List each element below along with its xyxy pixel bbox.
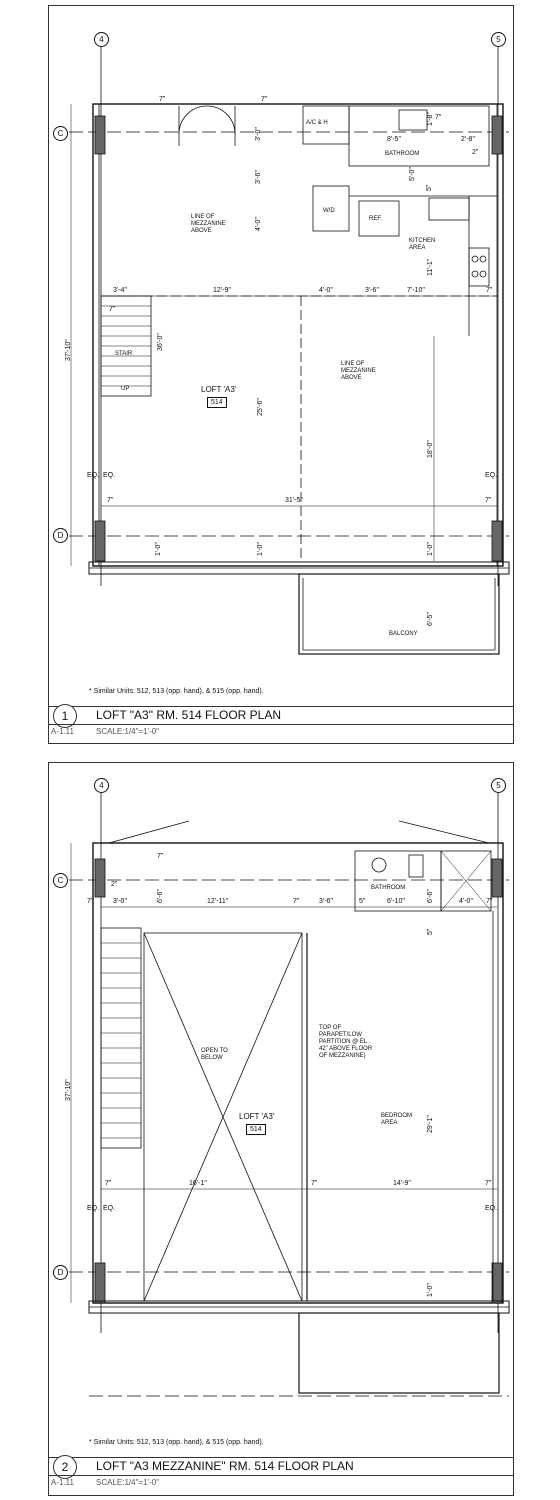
dim: 7" xyxy=(87,898,94,905)
dim: 29'-1" xyxy=(427,1115,434,1133)
drawing-scale: SCALE:1/4"=1'-0" xyxy=(96,727,160,736)
dim: 6'-10" xyxy=(387,898,405,905)
column xyxy=(95,116,105,154)
column xyxy=(95,521,105,561)
wd-label: W/D xyxy=(323,208,335,214)
grid-bubble-c: C xyxy=(53,873,68,888)
drawing-title: LOFT "A3 MEZZANINE" RM. 514 FLOOR PLAN xyxy=(96,1459,354,1473)
drawing-scale: SCALE:1/4"=1'-0" xyxy=(96,1478,160,1487)
toilet xyxy=(399,110,427,130)
floor-plan-sheet-2 xyxy=(48,762,514,1496)
dim: 3'-0" xyxy=(113,898,127,905)
stair-label: STAIR xyxy=(115,351,133,357)
balcony-label: BALCONY xyxy=(389,631,418,637)
similar-units-note: * Similar Units: 512, 513 (opp. hand), & 515 (opp. hand). xyxy=(89,1439,264,1446)
floor-plan-sheet-1 xyxy=(48,5,514,744)
dim: 6'-6" xyxy=(157,889,164,903)
up-label: UP xyxy=(121,386,130,392)
dim: 8'-5" xyxy=(387,136,401,143)
dim: 5" xyxy=(359,898,366,905)
dim: 3'-6" xyxy=(255,170,262,184)
grid-bubble-c: C xyxy=(53,126,68,141)
dim: 16'-1" xyxy=(189,1180,207,1187)
dim: 31'-5" xyxy=(285,497,303,504)
dim: 7'-10" xyxy=(407,287,425,294)
balcony-outline xyxy=(299,1313,499,1393)
dim: 6'-6" xyxy=(427,889,434,903)
cooktop xyxy=(469,248,489,286)
dim: 7" xyxy=(105,1180,112,1187)
dim: 3'-6" xyxy=(319,898,333,905)
grid-bubble-5: 5 xyxy=(491,32,506,47)
dim: EQ. xyxy=(485,1205,498,1212)
roof-line xyxy=(399,821,489,843)
dim: 7" xyxy=(109,306,116,313)
dim: 7" xyxy=(485,1180,492,1187)
dim: 4'-0" xyxy=(319,287,333,294)
roof-line xyxy=(109,821,189,843)
sink xyxy=(429,198,469,220)
dim: 1'-8" xyxy=(427,112,434,126)
title-bar xyxy=(49,706,513,724)
scale-bar xyxy=(49,1475,513,1489)
open-to-below-label: OPEN TO BELOW xyxy=(201,1048,228,1061)
dim: 36'-0" xyxy=(157,333,164,351)
dim: EQ. xyxy=(103,1205,116,1212)
dim: 14'-9" xyxy=(393,1180,411,1187)
dim: 7" xyxy=(107,497,114,504)
drawing-number: 2 xyxy=(53,1455,77,1479)
floor-plan-drawing xyxy=(49,6,513,743)
burner xyxy=(480,271,486,277)
dim: 37'-10" xyxy=(65,1079,72,1101)
column xyxy=(95,859,105,897)
unit-label: LOFT 'A3' xyxy=(201,385,237,394)
dim: 7" xyxy=(293,898,300,905)
dim: 7" xyxy=(311,1180,318,1187)
column xyxy=(492,1263,502,1303)
dim: 12'-11" xyxy=(207,898,229,905)
dim: 5" xyxy=(426,184,433,191)
column xyxy=(492,116,502,154)
column xyxy=(492,521,502,561)
dim: 7" xyxy=(435,114,442,121)
ac-label: A/C & H xyxy=(306,120,328,126)
drawing-title: LOFT "A3" RM. 514 FLOOR PLAN xyxy=(96,708,282,722)
grid-bubble-d: D xyxy=(53,528,68,543)
title-bar xyxy=(49,1457,513,1475)
dim: 11'-1" xyxy=(427,258,434,276)
dim: 37'-10" xyxy=(65,339,72,361)
sink xyxy=(372,858,386,872)
drawing-number: 1 xyxy=(53,704,77,728)
bathroom-label: BATHROOM xyxy=(385,151,420,157)
dim: 18'-0" xyxy=(427,440,434,458)
stair-outline xyxy=(101,928,141,1148)
room-number: 514 xyxy=(246,1124,266,1135)
dim: 7" xyxy=(159,96,166,103)
grid-bubble-5: 5 xyxy=(491,778,506,793)
room-number: 514 xyxy=(207,397,227,408)
dim: 2" xyxy=(472,149,479,156)
grid-bubble-4: 4 xyxy=(94,778,109,793)
dim: 1'-0" xyxy=(427,542,434,556)
dim: EQ. xyxy=(87,472,100,479)
ref-label: REF. xyxy=(369,216,383,222)
dim: 1'-0" xyxy=(155,542,162,556)
door-swing xyxy=(207,106,235,134)
dim: 3'-0" xyxy=(255,127,262,141)
dim: 7" xyxy=(157,853,164,860)
dim: 7" xyxy=(261,96,268,103)
dim: 3'-6" xyxy=(365,287,379,294)
parapet-label: TOP OF PARAPET/LOW PARTITION @ EL. 42" ABOVE FLOOR OF MEZZANINE) xyxy=(319,1025,373,1059)
burner xyxy=(480,256,486,262)
burner xyxy=(472,271,478,277)
burner xyxy=(472,256,478,262)
grid-bubble-4: 4 xyxy=(94,32,109,47)
dim: 6'-5" xyxy=(427,612,434,626)
dim: 4'-0" xyxy=(459,898,473,905)
column xyxy=(492,859,502,897)
door-swing xyxy=(179,106,207,134)
dim: 25'-6" xyxy=(257,398,264,416)
grid-bubble-d: D xyxy=(53,1265,68,1280)
dim: EQ. xyxy=(485,472,498,479)
dim: 1'-0" xyxy=(257,542,264,556)
sheet-reference: A-1.11 xyxy=(51,727,74,736)
unit-label: LOFT 'A3' xyxy=(239,1112,275,1121)
kitchen-label: KITCHEN AREA xyxy=(409,238,436,251)
dim: 7" xyxy=(486,287,493,294)
dim: 1'-0" xyxy=(427,1283,434,1297)
dim: 7" xyxy=(485,497,492,504)
dim: 3'-4" xyxy=(113,287,127,294)
dim: 4'-0" xyxy=(255,217,262,231)
dim: 5" xyxy=(427,928,434,935)
dim: 5'-0" xyxy=(409,167,416,181)
balcony-outline xyxy=(299,574,499,654)
dim: 12'-9" xyxy=(213,287,231,294)
similar-units-note: * Similar Units: 512, 513 (opp. hand), & 515 (opp. hand). xyxy=(89,688,264,695)
sheet-reference: A-1.11 xyxy=(51,1478,74,1487)
bathroom-label: BATHROOM xyxy=(371,885,406,891)
mezzanine-line-label: LINE OF MEZZANINE ABOVE xyxy=(341,361,376,381)
exterior-wall xyxy=(93,843,503,1303)
dim: EQ. xyxy=(103,472,116,479)
dim: EQ. xyxy=(87,1205,100,1212)
mezzanine-line-label: LINE OF MEZZANINE ABOVE xyxy=(191,214,226,234)
scale-bar xyxy=(49,724,513,738)
mezzanine-plan-drawing xyxy=(49,763,513,1495)
toilet xyxy=(409,855,423,877)
dim: 7" xyxy=(486,898,493,905)
dim: 2" xyxy=(111,881,118,888)
dim: 2'-8" xyxy=(461,136,475,143)
column xyxy=(95,1263,105,1303)
bedroom-label: BEDROOM AREA xyxy=(381,1113,413,1126)
